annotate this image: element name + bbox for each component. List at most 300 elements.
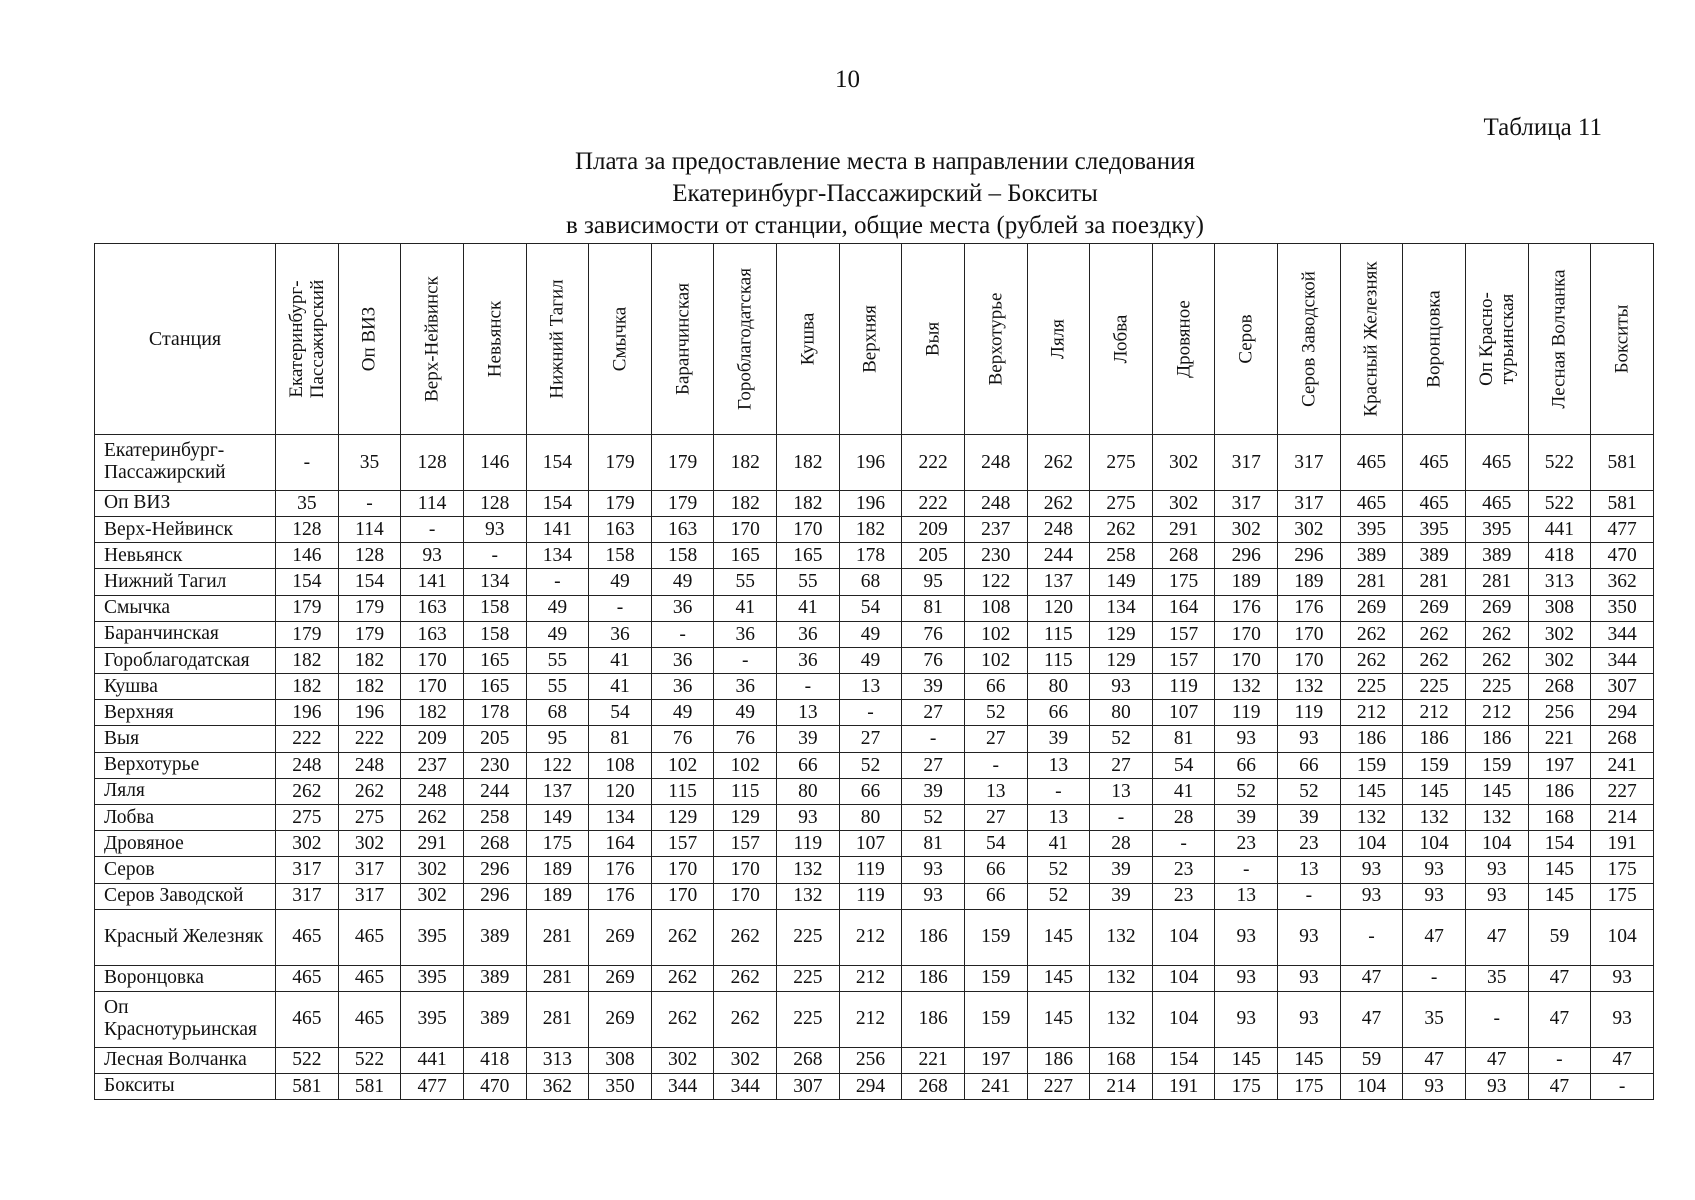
fare-cell: 145 [1340, 778, 1403, 804]
fare-cell: 54 [589, 700, 652, 726]
fare-cell: 241 [964, 1073, 1027, 1099]
fare-cell: 262 [1403, 647, 1466, 673]
fare-cell: 418 [1528, 543, 1591, 569]
fare-cell: 275 [1090, 435, 1153, 491]
fare-cell: 104 [1591, 909, 1654, 965]
fare-cell: 47 [1528, 1073, 1591, 1099]
fare-cell: 95 [526, 726, 589, 752]
fare-cell: - [902, 726, 965, 752]
fare-cell: 344 [1591, 621, 1654, 647]
station-name-cell: Красный Железняк [95, 909, 276, 965]
fare-cell: 196 [839, 435, 902, 491]
fare-cell: 134 [526, 543, 589, 569]
fare-cell: 93 [1215, 991, 1278, 1047]
fare-cell: 178 [463, 700, 526, 726]
column-header [1152, 244, 1215, 435]
fare-cell: 465 [276, 965, 339, 991]
fare-cell: 93 [1465, 1073, 1528, 1099]
table-row [95, 909, 1654, 965]
column-header-label: Лобва [1110, 314, 1132, 364]
fare-cell: 170 [1215, 647, 1278, 673]
station-name-cell: Оп ВИЗ [95, 490, 276, 516]
fare-cell: 165 [463, 647, 526, 673]
fare-cell: 262 [651, 991, 714, 1047]
fare-cell: 66 [1215, 752, 1278, 778]
fare-cell: 27 [964, 805, 1027, 831]
fare-cell: 308 [1528, 595, 1591, 621]
fare-cell: 115 [714, 778, 777, 804]
fare-cell: 317 [276, 883, 339, 909]
fare-cell: 93 [401, 543, 464, 569]
fare-cell: 76 [902, 621, 965, 647]
fare-cell: 522 [338, 1047, 401, 1073]
fare-cell: 35 [276, 490, 339, 516]
fare-cell: 36 [589, 621, 652, 647]
fare-cell: 179 [338, 595, 401, 621]
fare-cell: 108 [964, 595, 1027, 621]
station-name-cell: Выя [95, 726, 276, 752]
column-header-label: Лесная Волчанка [1548, 269, 1570, 409]
fare-cell: 179 [338, 621, 401, 647]
fare-cell: 262 [1340, 647, 1403, 673]
fare-cell: 132 [1090, 909, 1153, 965]
fare-cell: 159 [964, 991, 1027, 1047]
fare-cell: 227 [1591, 778, 1654, 804]
fare-cell: 164 [589, 831, 652, 857]
fare-cell: 170 [401, 674, 464, 700]
fare-cell: 49 [526, 595, 589, 621]
fare-cell: 47 [1591, 1047, 1654, 1073]
fare-cell: 158 [463, 621, 526, 647]
fare-cell: 182 [714, 490, 777, 516]
fare-cell: 170 [714, 883, 777, 909]
fare-cell: 362 [526, 1073, 589, 1099]
fare-cell: 222 [902, 490, 965, 516]
fare-cell: 291 [401, 831, 464, 857]
fare-cell: - [1528, 1047, 1591, 1073]
table-row [95, 965, 1654, 991]
fare-cell: 39 [1278, 805, 1341, 831]
fare-cell: 214 [1090, 1073, 1153, 1099]
table-row [95, 857, 1654, 883]
station-name-cell: Бокситы [95, 1073, 276, 1099]
fare-cell: - [526, 569, 589, 595]
column-header-label: Кушва [797, 312, 819, 366]
fare-cell: 205 [902, 543, 965, 569]
fare-cell: 93 [1278, 991, 1341, 1047]
fare-cell: 80 [1090, 700, 1153, 726]
fare-cell: 344 [714, 1073, 777, 1099]
table-body [95, 435, 1654, 1100]
station-name-cell: Лобва [95, 805, 276, 831]
fare-cell: 296 [463, 857, 526, 883]
fare-cell: 49 [651, 569, 714, 595]
fare-cell: 66 [964, 674, 1027, 700]
fare-cell: 104 [1152, 909, 1215, 965]
fare-cell: 66 [964, 857, 1027, 883]
station-name-cell: Верхняя [95, 700, 276, 726]
fare-cell: 275 [1090, 490, 1153, 516]
fare-cell: 52 [1027, 883, 1090, 909]
fare-cell: 163 [651, 516, 714, 542]
fare-cell: 47 [1465, 1047, 1528, 1073]
fare-cell: 68 [526, 700, 589, 726]
table-row [95, 543, 1654, 569]
fare-cell: 41 [777, 595, 840, 621]
fare-cell: 104 [1152, 965, 1215, 991]
table-label: Таблица 11 [1483, 114, 1602, 141]
fare-cell: 269 [1403, 595, 1466, 621]
fare-cell: 317 [338, 857, 401, 883]
fare-cell: 23 [1215, 831, 1278, 857]
fare-cell: 145 [1027, 965, 1090, 991]
fare-cell: 93 [1403, 1073, 1466, 1099]
fare-cell: 291 [1152, 516, 1215, 542]
fare-cell: 389 [463, 991, 526, 1047]
fare-cell: 186 [1027, 1047, 1090, 1073]
fare-cell: 262 [1403, 621, 1466, 647]
fare-cell: 129 [1090, 621, 1153, 647]
fare-cell: 93 [777, 805, 840, 831]
fare-cell: 275 [276, 805, 339, 831]
fare-cell: 313 [526, 1047, 589, 1073]
fare-cell: 49 [839, 621, 902, 647]
fare-cell: 418 [463, 1047, 526, 1073]
fare-cell: 102 [714, 752, 777, 778]
column-header-label: Нижний Тагил [546, 279, 568, 399]
fare-cell: 465 [1403, 490, 1466, 516]
fare-cell: 49 [589, 569, 652, 595]
fare-cell: 128 [463, 490, 526, 516]
fare-cell: 237 [401, 752, 464, 778]
fare-cell: - [338, 490, 401, 516]
fare-cell: 104 [1340, 1073, 1403, 1099]
column-header-label: Серов [1235, 314, 1257, 364]
fare-cell: 81 [902, 831, 965, 857]
column-header-label: Оп ВИЗ [358, 306, 380, 372]
fare-cell: 209 [401, 726, 464, 752]
fare-cell: 256 [1528, 700, 1591, 726]
fare-cell: 186 [902, 965, 965, 991]
fare-cell: 39 [902, 674, 965, 700]
fare-cell: 93 [1340, 857, 1403, 883]
fare-cell: 134 [589, 805, 652, 831]
fare-cell: 158 [589, 543, 652, 569]
fare-cell: 182 [401, 700, 464, 726]
fare-cell: 93 [902, 883, 965, 909]
table-row [95, 674, 1654, 700]
table-title [0, 146, 1695, 242]
fare-cell: 158 [463, 595, 526, 621]
station-name-cell: Нижний Тагил [95, 569, 276, 595]
fare-cell: 119 [777, 831, 840, 857]
fare-cell: 93 [1465, 857, 1528, 883]
table-row [95, 647, 1654, 673]
fare-cell: 222 [338, 726, 401, 752]
fare-cell: 189 [1215, 569, 1278, 595]
fare-cell: 36 [714, 674, 777, 700]
fare-cell: 176 [589, 883, 652, 909]
table-row [95, 516, 1654, 542]
fare-cell: 49 [526, 621, 589, 647]
fare-cell: 176 [1278, 595, 1341, 621]
table-row [95, 700, 1654, 726]
fare-cell: 41 [714, 595, 777, 621]
fare-cell: 52 [1090, 726, 1153, 752]
fare-cell: 49 [714, 700, 777, 726]
fare-cell: 196 [839, 490, 902, 516]
fare-cell: 145 [1278, 1047, 1341, 1073]
fare-cell: 179 [276, 595, 339, 621]
fare-cell: 13 [1027, 752, 1090, 778]
column-header-label: Бокситы [1611, 304, 1633, 374]
station-name-cell: Баранчинская [95, 621, 276, 647]
fare-cell: - [1591, 1073, 1654, 1099]
fare-cell: 115 [1027, 647, 1090, 673]
fare-cell: 209 [902, 516, 965, 542]
fare-cell: 95 [902, 569, 965, 595]
table-row [95, 1047, 1654, 1073]
fare-cell: 350 [1591, 595, 1654, 621]
fare-cell: 175 [1152, 569, 1215, 595]
fare-cell: - [1215, 857, 1278, 883]
fare-cell: 145 [1403, 778, 1466, 804]
fare-cell: 248 [276, 752, 339, 778]
fare-cell: 244 [1027, 543, 1090, 569]
fare-cell: 52 [839, 752, 902, 778]
station-name-cell: Оп Краснотурьинская [95, 991, 276, 1047]
fare-cell: 268 [1591, 726, 1654, 752]
fare-cell: 395 [1465, 516, 1528, 542]
fare-cell: 13 [777, 700, 840, 726]
fare-cell: 197 [964, 1047, 1027, 1073]
fare-cell: 165 [777, 543, 840, 569]
fare-cell: 248 [1027, 516, 1090, 542]
fare-cell: 163 [401, 621, 464, 647]
fare-cell: 269 [589, 991, 652, 1047]
fare-cell: 158 [651, 543, 714, 569]
fare-cell: - [1403, 965, 1466, 991]
fare-cell: 214 [1591, 805, 1654, 831]
fare-cell: 39 [1090, 883, 1153, 909]
fare-cell: 23 [1152, 883, 1215, 909]
fare-cell: 302 [276, 831, 339, 857]
fare-cell: 132 [1278, 674, 1341, 700]
fare-cell: 186 [1465, 726, 1528, 752]
station-name-cell: Серов Заводской [95, 883, 276, 909]
fare-cell: - [964, 752, 1027, 778]
fare-cell: 268 [1528, 674, 1591, 700]
column-header [1528, 244, 1591, 435]
fare-cell: 28 [1090, 831, 1153, 857]
fare-cell: 145 [1528, 883, 1591, 909]
fare-cell: 262 [276, 778, 339, 804]
fare-cell: 170 [651, 883, 714, 909]
fare-cell: 389 [1465, 543, 1528, 569]
fare-cell: 221 [1528, 726, 1591, 752]
fare-cell: 132 [777, 883, 840, 909]
fare-cell: 80 [839, 805, 902, 831]
fare-cell: 262 [714, 965, 777, 991]
fare-cell: 114 [401, 490, 464, 516]
column-header-label: Баранчинская [672, 283, 694, 395]
fare-cell: - [401, 516, 464, 542]
fare-cell: - [651, 621, 714, 647]
fare-cell: 262 [401, 805, 464, 831]
fare-cell: 141 [401, 569, 464, 595]
fare-cell: 159 [964, 909, 1027, 965]
fare-cell: 268 [463, 831, 526, 857]
fare-cell: 317 [1215, 435, 1278, 491]
fare-cell: 129 [651, 805, 714, 831]
fare-cell: 225 [1340, 674, 1403, 700]
column-header [1591, 244, 1654, 435]
table-row [95, 595, 1654, 621]
fare-cell: 104 [1152, 991, 1215, 1047]
fare-cell: 581 [1591, 490, 1654, 516]
fare-cell: 465 [1340, 490, 1403, 516]
column-header-label: Гороблагодатская [734, 268, 756, 410]
fare-table [94, 243, 1654, 1100]
fare-cell: 189 [526, 883, 589, 909]
fare-cell: 294 [1591, 700, 1654, 726]
fare-cell: 41 [1027, 831, 1090, 857]
fare-cell: 262 [338, 778, 401, 804]
fare-cell: 154 [1528, 831, 1591, 857]
fare-cell: 159 [1403, 752, 1466, 778]
fare-cell: 47 [1340, 991, 1403, 1047]
fare-cell: 197 [1528, 752, 1591, 778]
fare-cell: 170 [1215, 621, 1278, 647]
fare-cell: 175 [526, 831, 589, 857]
fare-cell: 477 [401, 1073, 464, 1099]
fare-cell: 189 [1278, 569, 1341, 595]
fare-cell: 13 [839, 674, 902, 700]
fare-cell: 395 [1403, 516, 1466, 542]
fare-cell: 145 [1027, 991, 1090, 1047]
station-name-cell: Воронцовка [95, 965, 276, 991]
fare-cell: 465 [1465, 435, 1528, 491]
station-column-header: Станция [95, 244, 276, 435]
fare-cell: 262 [651, 909, 714, 965]
fare-cell: 35 [338, 435, 401, 491]
fare-cell: 168 [1090, 1047, 1153, 1073]
fare-cell: 470 [1591, 543, 1654, 569]
fare-cell: 41 [589, 647, 652, 673]
title-line-1: Плата за предоставление места в направлении следования [574, 148, 1196, 175]
fare-cell: 27 [902, 752, 965, 778]
fare-cell: 59 [1340, 1047, 1403, 1073]
fare-cell: - [276, 435, 339, 491]
fare-cell: 27 [1090, 752, 1153, 778]
fare-cell: 465 [1465, 490, 1528, 516]
fare-cell: 157 [1152, 647, 1215, 673]
column-header [401, 244, 464, 435]
fare-cell: 119 [1215, 700, 1278, 726]
fare-cell: 145 [1027, 909, 1090, 965]
fare-cell: 115 [1027, 621, 1090, 647]
fare-cell: 157 [651, 831, 714, 857]
fare-cell: 66 [964, 883, 1027, 909]
fare-cell: 93 [1591, 991, 1654, 1047]
station-name-cell: Кушва [95, 674, 276, 700]
fare-cell: 262 [1027, 435, 1090, 491]
fare-cell: 39 [777, 726, 840, 752]
column-header [1340, 244, 1403, 435]
fare-cell: 175 [1278, 1073, 1341, 1099]
fare-cell: 132 [1215, 674, 1278, 700]
fare-cell: 465 [1403, 435, 1466, 491]
fare-cell: 66 [777, 752, 840, 778]
table-row [95, 991, 1654, 1047]
column-header [1090, 244, 1153, 435]
fare-cell: 80 [1027, 674, 1090, 700]
table-row [95, 805, 1654, 831]
fare-cell: 163 [401, 595, 464, 621]
fare-cell: 39 [1215, 805, 1278, 831]
fare-cell: 154 [276, 569, 339, 595]
fare-cell: 170 [777, 516, 840, 542]
fare-cell: - [1027, 778, 1090, 804]
fare-cell: 36 [714, 621, 777, 647]
fare-cell: 307 [1591, 674, 1654, 700]
column-header-label: Невьянск [484, 300, 506, 378]
fare-cell: 465 [276, 909, 339, 965]
fare-cell: 302 [1528, 647, 1591, 673]
fare-cell: 258 [1090, 543, 1153, 569]
fare-cell: 93 [1278, 909, 1341, 965]
fare-cell: 68 [839, 569, 902, 595]
fare-cell: 170 [401, 647, 464, 673]
fare-cell: 108 [589, 752, 652, 778]
fare-cell: 262 [714, 991, 777, 1047]
fare-cell: 221 [902, 1047, 965, 1073]
fare-cell: 191 [1591, 831, 1654, 857]
fare-cell: - [1090, 805, 1153, 831]
fare-cell: 465 [338, 965, 401, 991]
title-line-3: в зависимости от станции, общие места (рублей за поездку) [565, 212, 1204, 239]
fare-cell: 145 [1465, 778, 1528, 804]
fare-cell: 262 [1340, 621, 1403, 647]
table-row [95, 752, 1654, 778]
fare-cell: 157 [714, 831, 777, 857]
station-name-cell: Дровяное [95, 831, 276, 857]
fare-cell: 186 [1403, 726, 1466, 752]
fare-cell: 581 [276, 1073, 339, 1099]
fare-cell: 212 [1403, 700, 1466, 726]
fare-cell: 23 [1152, 857, 1215, 883]
fare-cell: - [777, 674, 840, 700]
fare-cell: 55 [777, 569, 840, 595]
fare-cell: 159 [1340, 752, 1403, 778]
fare-cell: 175 [1591, 883, 1654, 909]
fare-cell: 522 [1528, 490, 1591, 516]
fare-cell: 189 [526, 857, 589, 883]
fare-cell: 66 [839, 778, 902, 804]
fare-cell: 182 [777, 435, 840, 491]
fare-cell: 262 [1027, 490, 1090, 516]
fare-cell: 230 [964, 543, 1027, 569]
fare-cell: 182 [338, 647, 401, 673]
fare-cell: 93 [1215, 909, 1278, 965]
column-header [589, 244, 652, 435]
fare-cell: 350 [589, 1073, 652, 1099]
fare-cell: 76 [902, 647, 965, 673]
fare-cell: 441 [1528, 516, 1591, 542]
fare-cell: 27 [902, 700, 965, 726]
fare-cell: 128 [276, 516, 339, 542]
table-row [95, 490, 1654, 516]
